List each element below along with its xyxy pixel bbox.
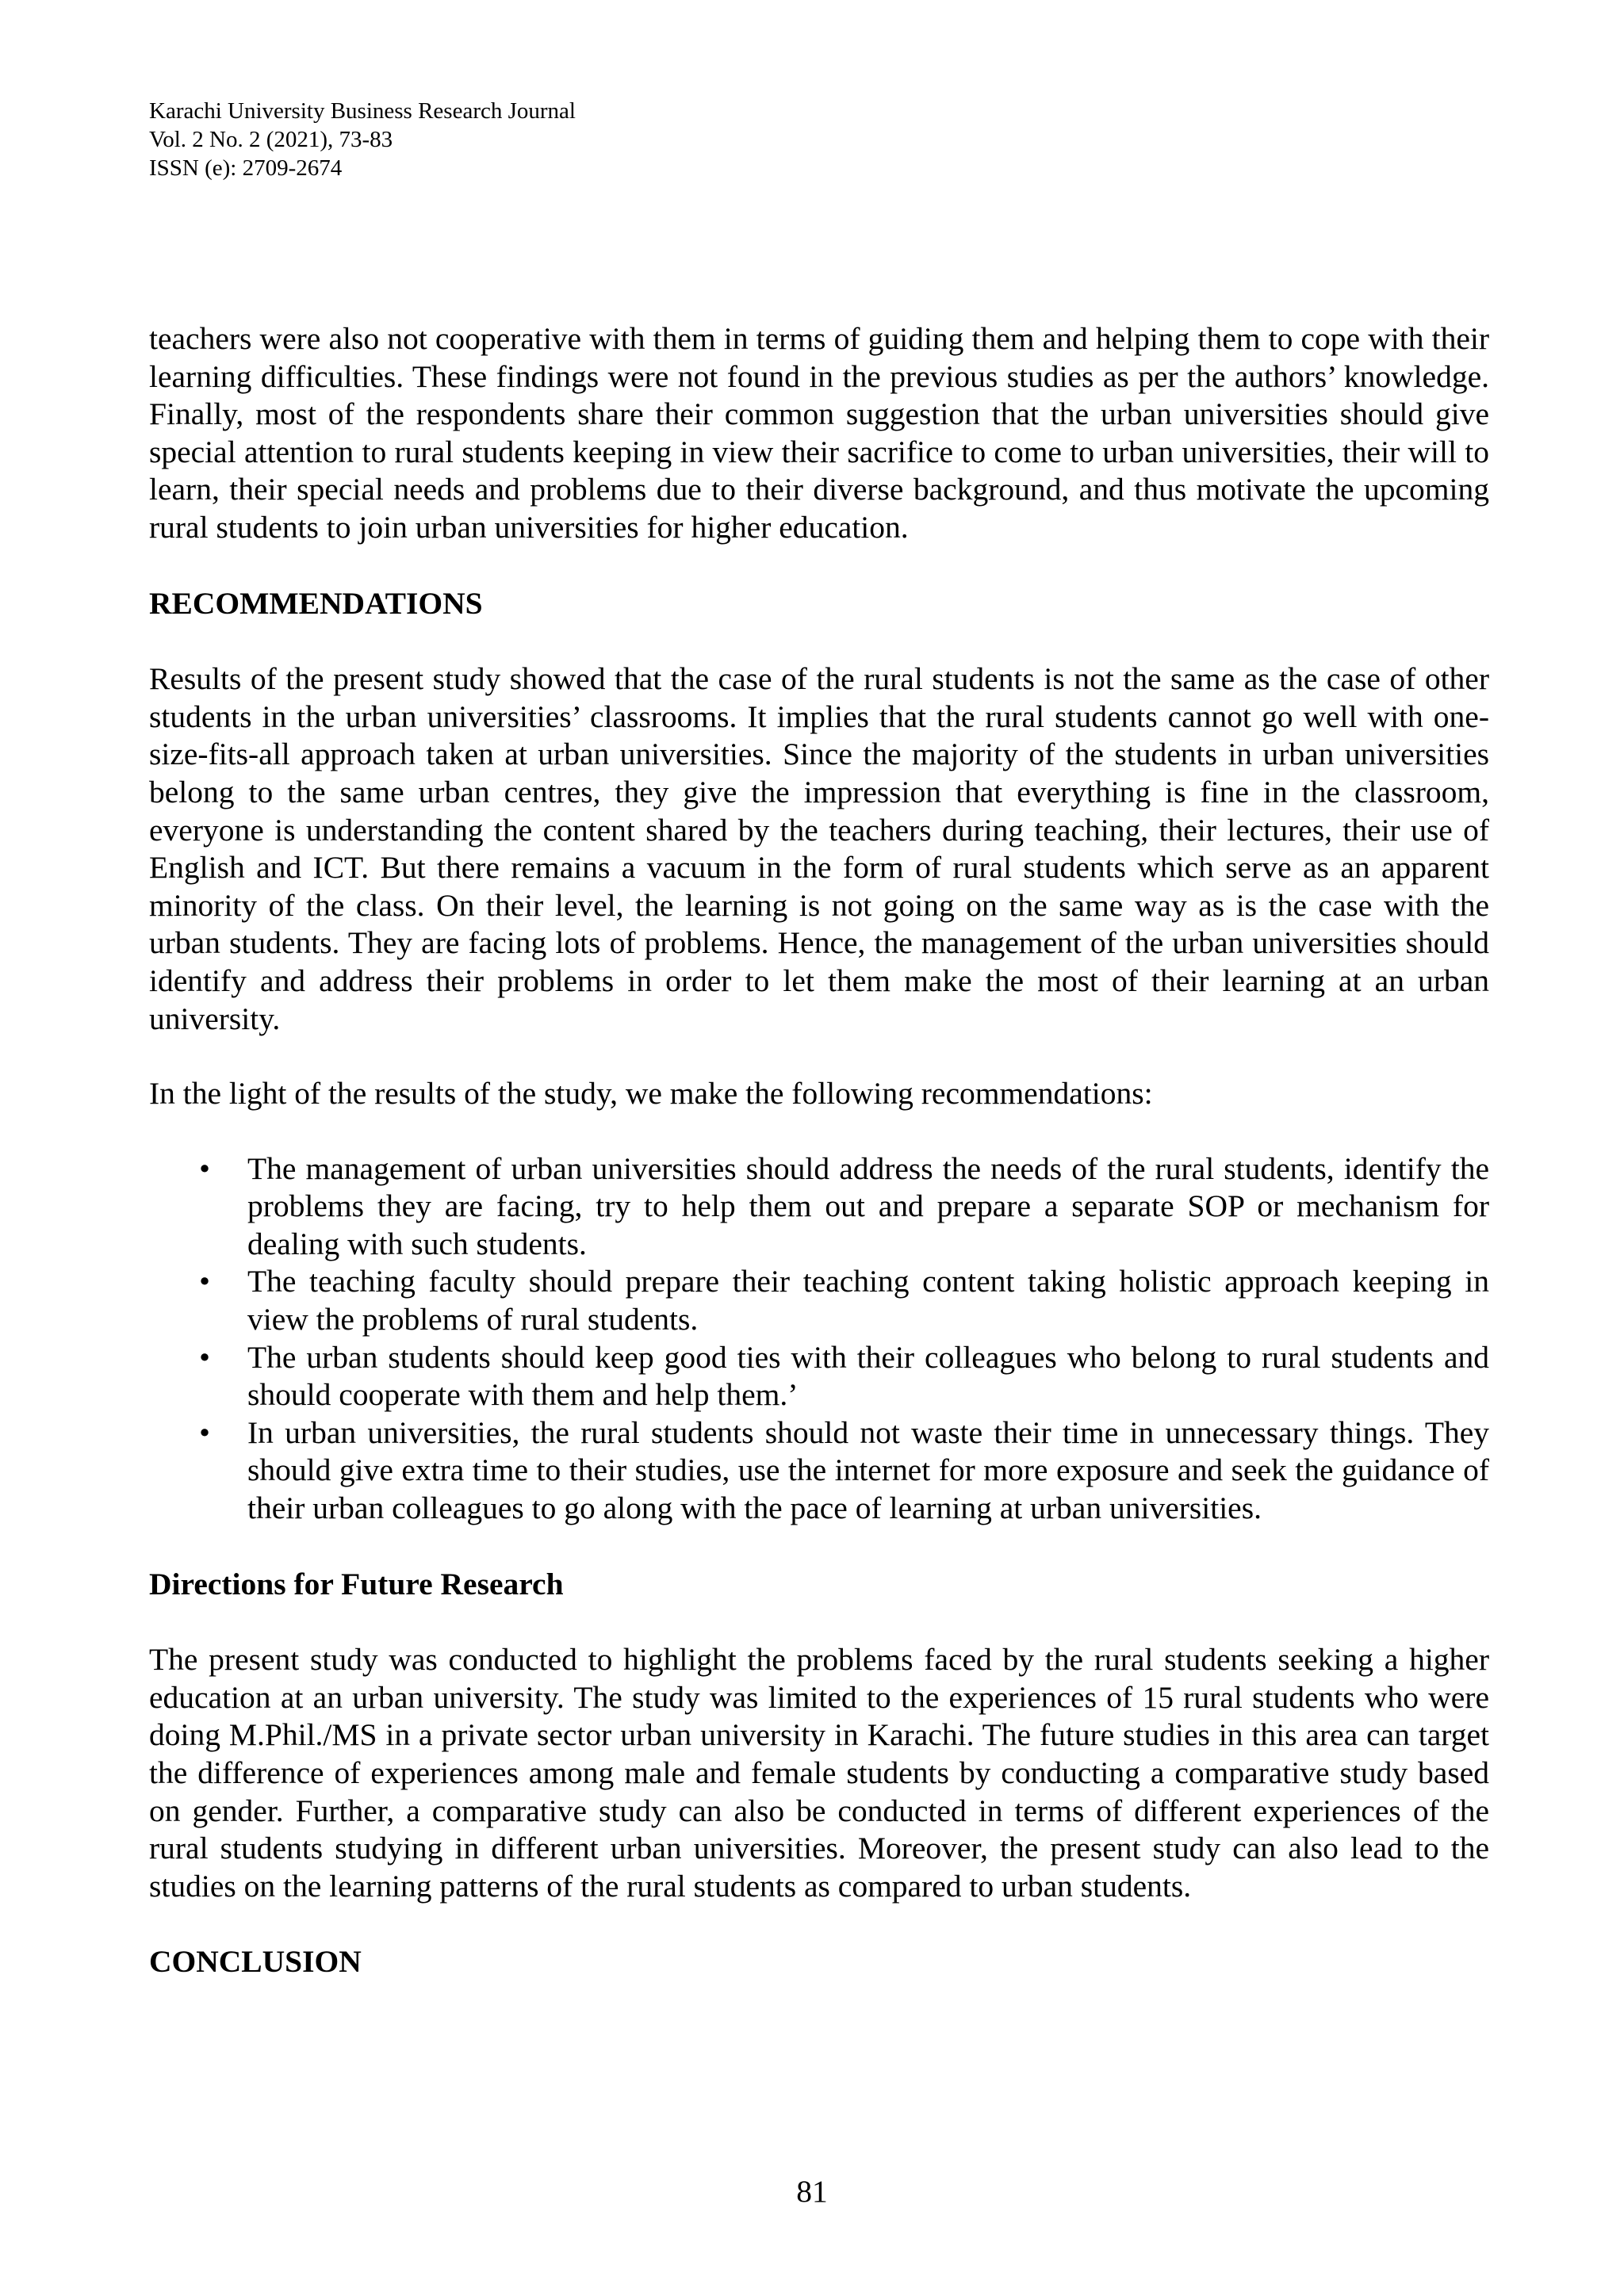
list-item-text: In urban universities, the rural students should not waste their time in unnecessary things. They should give extra time to their studies, use the internet for more exposure and seek the guidance of their urban colleagues to go along with the pace of learning at urban universities. [247,1414,1489,1526]
recommendations-paragraph: Results of the present study showed that the case of the rural students is not the same as the case of other students in the urban universities’ classrooms. It implies that the rural students cannot go well with one-size-fits-all approach taken at urban universities. Since the majority of the students in urban universities belong to the same urban centres, they give the impression that everything is fine in the classroom, everyone is understanding the content shared by the teachers during teaching, their lectures, their use of English and ICT. But there remains a vacuum in the form of rural students which serve as an apparent minority of the class. On their level, the learning is not going on the same way as is the case with the urban students. They are facing lots of problems. Hence, the management of the urban universities should identify and address their problems in order to let them make the most of their learning at an urban university. [149,661,1489,1036]
bullet-icon: • [199,1150,210,1186]
list-item [149,1150,1489,1264]
list-item [149,1414,1489,1528]
list-item [149,1339,1489,1414]
future-research-paragraph: The present study was conducted to highlight the problems faced by the rural students seeking a higher education at an urban university. The study was limited to the experiences of 15 rural students who were doing M.Phil./MS in a private sector urban university in Karachi. The future studies in this area can target the difference of experiences among male and female students by conducting a comparative study based on gender. Further, a comparative study can also be conducted in terms of different experiences of the rural students studying in different urban universities. Moreover, the present study can also lead to the studies on the learning patterns of the rural students as compared to urban students. [149,1642,1489,1904]
volume-issue: Vol. 2 No. 2 (2021), 73-83 [149,127,393,152]
section-heading-future-research: Directions for Future Research [149,1566,564,1601]
list-item-text: The management of urban universities should address the needs of the rural students, identify the problems they are facing, try to help them out and prepare a separate SOP or mechanism for dealing with such students. [247,1150,1489,1261]
recommendations-list [149,1150,1489,1528]
list-item [149,1263,1489,1338]
bullet-icon: • [199,1339,210,1375]
recommendations-intro: In the light of the results of the study, we make the following recommendations: [149,1076,1153,1112]
running-header [149,97,576,182]
journal-title: Karachi University Business Research Journal [149,98,576,124]
issn: ISSN (e): 2709-2674 [149,155,343,181]
page-number: 81 [796,2174,828,2209]
continued-paragraph: teachers were also not cooperative with them in terms of guiding them and helping them to cope with their learning difficulties. These findings were not found in the previous studies as per the authors’ knowledge. Finally, most of the respondents share their common suggestion that the urban universities should give special attention to rural students keeping in view their sacrifice to come to urban universities, their will to learn, their special needs and problems due to their diverse background, and thus motivate the upcoming rural students to join urban universities for higher education. [149,321,1489,545]
list-item-text: The urban students should keep good ties with their colleagues who belong to rural students and should cooperate with them and help them.’ [247,1339,1489,1413]
body-text [149,320,1489,1981]
list-item-text: The teaching faculty should prepare their teaching content taking holistic approach keeping in view the problems of rural students. [247,1264,1489,1337]
bullet-icon: • [199,1414,210,1450]
bullet-icon: • [199,1264,210,1299]
section-heading-conclusion: CONCLUSION [149,1944,362,1980]
section-heading-recommendations: RECOMMENDATIONS [149,585,483,621]
